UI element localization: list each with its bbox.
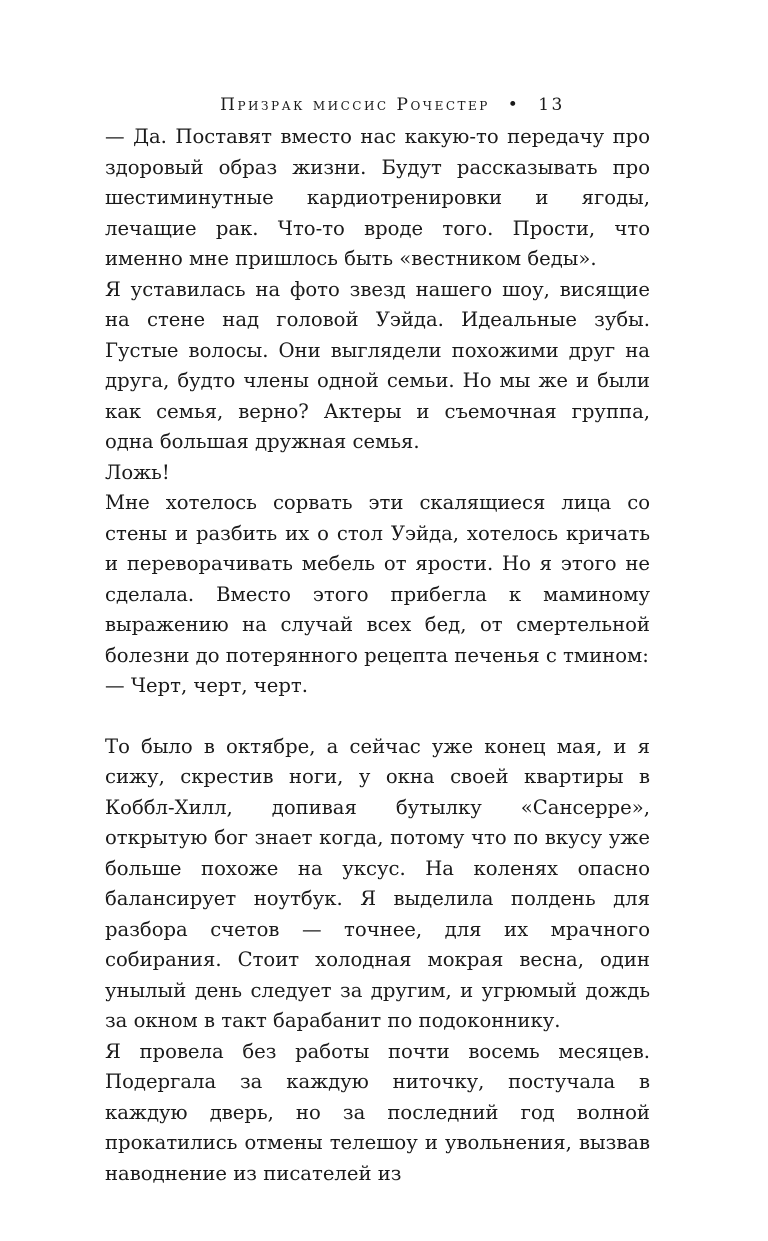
paragraph: Ложь! (105, 460, 170, 484)
paragraph: — Черт, черт, черт. (105, 674, 308, 697)
paragraph: Мне хотелось сорвать эти скалящиеся лица со стены и разбить их о стол Уэйда, хотелось кричать и переворачивать мебель от ярости. Но я этого не сделала. Вместо этого прибегла к маминому выражению на случай всех бед, от смертельной болезни до потерянного рецепта печенья с тмином: (105, 491, 650, 667)
paragraph: Я уставилась на фото звезд нашего шоу, висящие на стене над головой Уэйда. Идеальные зубы. Густые волосы. Они выглядели похожими друг на друга, будто члены одной семьи. Но мы же и были как семья, верно? Актеры и съемочная группа, одна большая дружная семья. (105, 277, 650, 453)
paragraph: Я провела без работы почти восемь месяцев. Подергала за каждую ниточку, постучала в каждую дверь, но за последний год волной прокатились отмены телешоу и увольнения, вызвав наводнение из писателей из (105, 1039, 650, 1185)
running-head-title: Призрак миссис Рочестер (220, 95, 490, 115)
page-number: 13 (538, 95, 565, 115)
section-break (105, 702, 650, 732)
running-head (135, 88, 650, 122)
running-head-bullet: • (507, 95, 521, 115)
book-page (105, 88, 650, 1189)
body-text (105, 122, 650, 1189)
paragraph: — Да. Поставят вместо нас какую-то передачу про здоровый образ жизни. Будут рассказывать про шестиминутные кардиотренировки и ягоды, лечащие рак. Что-то вроде того. Прости, что именно мне пришлось быть «вестником беды». (105, 125, 650, 270)
paragraph: То было в октябре, а сейчас уже конец мая, и я сижу, скрестив ноги, у окна своей квартиры в Коббл-Хилл, допивая бутылку «Сансерре», открытую бог знает когда, потому что по вкусу уже больше похоже на уксус. На коленях опасно балансирует ноутбук. Я выделила полдень для разбора счетов — точнее, для их мрачного собирания. Стоит холодная мокрая весна, один унылый день следует за другим, и угрюмый дождь за окном в такт барабанит по подоконнику. (105, 734, 650, 1032)
